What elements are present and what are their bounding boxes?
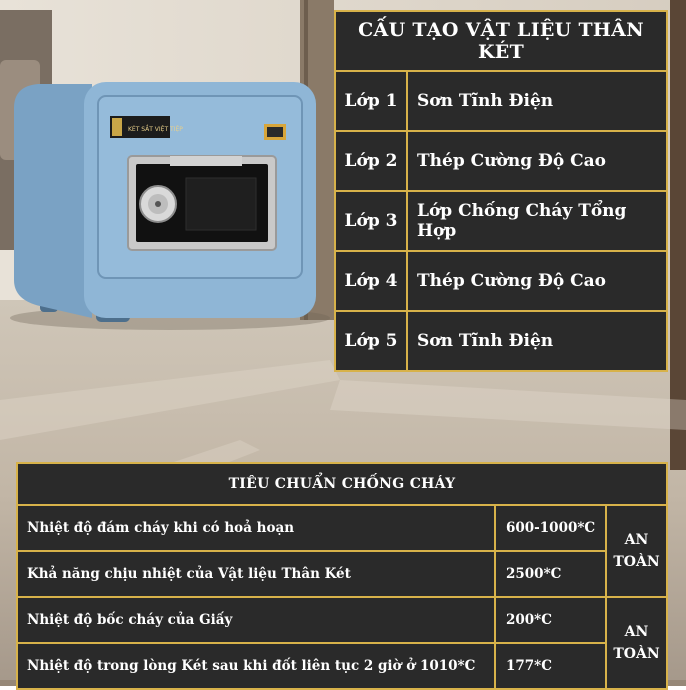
fire-value: 177*C <box>495 643 606 689</box>
safety-result-line: AN <box>624 624 649 640</box>
layer-composition-table <box>334 10 668 372</box>
safety-result-line: AN <box>624 532 649 548</box>
layer-material: Sơn Tĩnh Điện <box>407 311 667 371</box>
layer-number: Lớp 4 <box>335 251 407 311</box>
safety-result <box>606 505 667 597</box>
layer-material: Thép Cường Độ Cao <box>407 131 667 191</box>
fire-table-title: TIÊU CHUẨN CHỐNG CHÁY <box>17 463 667 505</box>
table-row <box>335 311 667 371</box>
fire-description: Nhiệt độ trong lòng Két sau khi đốt liên tục 2 giờ ở 1010*C <box>17 643 495 689</box>
table-row <box>335 251 667 311</box>
table-row <box>335 131 667 191</box>
layer-material: Lớp Chống Cháy Tổng Hợp <box>407 191 667 251</box>
fire-description: Nhiệt độ đám cháy khi có hoả hoạn <box>17 505 495 551</box>
safety-result-line: TOÀN <box>613 554 660 570</box>
layer-number: Lớp 1 <box>335 71 407 131</box>
fire-standard-table <box>16 462 668 690</box>
layer-material: Thép Cường Độ Cao <box>407 251 667 311</box>
fire-description: Khả năng chịu nhiệt của Vật liệu Thân Két <box>17 551 495 597</box>
layer-number: Lớp 5 <box>335 311 407 371</box>
safe-brand-label: KÉT SẮT VIỆT TIỆP <box>128 126 183 133</box>
fire-value: 2500*C <box>495 551 606 597</box>
fire-description: Nhiệt độ bốc cháy của Giấy <box>17 597 495 643</box>
fire-value: 200*C <box>495 597 606 643</box>
table-row <box>17 505 667 551</box>
fire-value: 600-1000*C <box>495 505 606 551</box>
safety-result <box>606 597 667 689</box>
table-row <box>335 71 667 131</box>
safety-result-line: TOÀN <box>613 646 660 662</box>
table-row <box>17 597 667 643</box>
table-row <box>17 643 667 689</box>
layer-number: Lớp 3 <box>335 191 407 251</box>
layer-table-title: CẤU TẠO VẬT LIỆU THÂN KÉT <box>335 11 667 71</box>
table-row <box>17 551 667 597</box>
table-row <box>335 191 667 251</box>
layer-material: Sơn Tĩnh Điện <box>407 71 667 131</box>
safe-illustration <box>0 0 330 340</box>
layer-number: Lớp 2 <box>335 131 407 191</box>
